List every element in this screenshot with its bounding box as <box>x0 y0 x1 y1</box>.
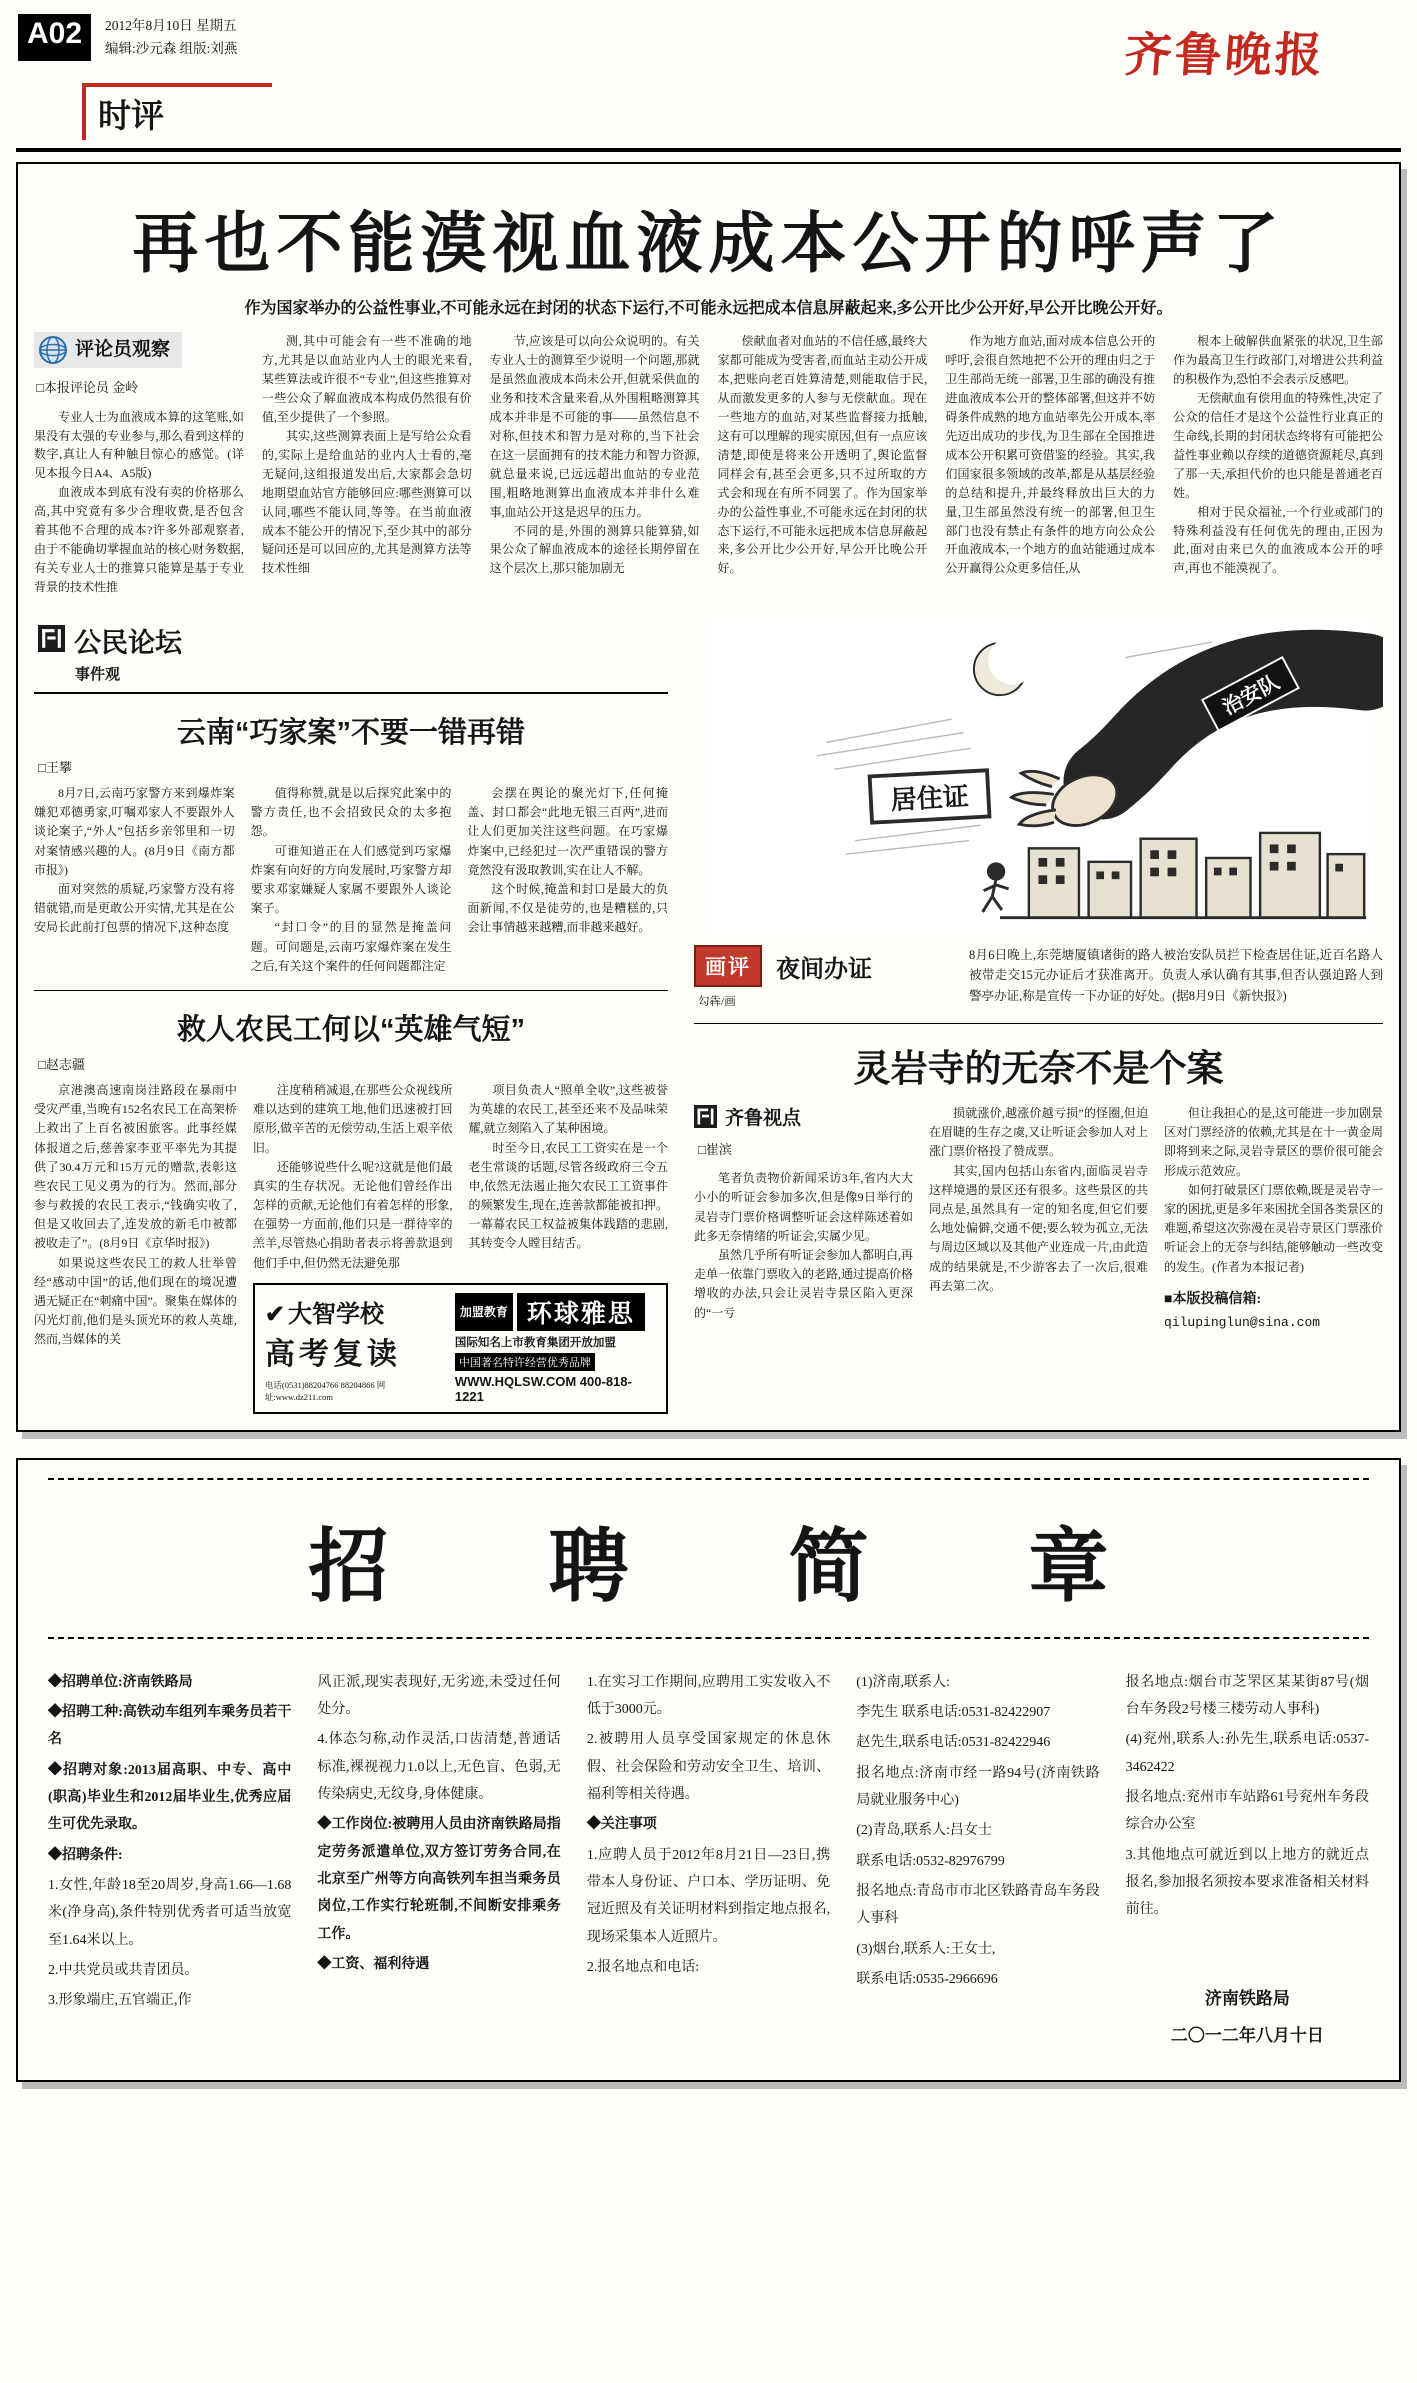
lead-deck: 作为国家举办的公益性事业,不可能永远在封闭的状态下运行,不可能永远把成本信息屏蔽起来,多公开比少公开好,早公开比晚公开好。 <box>244 300 1173 317</box>
page-number: A02 <box>18 14 91 61</box>
recruitment-column-3: 1.在实习工作期间,应聘用工实发收入不低于3000元。 2.被聘用人员享受国家规定的休息休假、社会保险和劳动安全卫生、培训、福利等相关待遇。 ◆关注事项 1.应聘人员于2012年8月21日—23日,携带本人身份证、户口本、学历证明、免冠近照及有关证明材料到指定地点报名,现场采集本人近照片。 2.报名地点和电话: <box>586 1674 831 1975</box>
lead-column-6: 根本上破解供血紧张的状况,卫生部作为最高卫生行政部门,对增进公共利益的积极作为,恐怕不会表示反感吧。 无偿献血有偿用血的特殊性,决定了公众的信任才是这个公益性行业真正的生命线,长期的封闭状态终将有可能把公益性事业赖以存续的道德资源耗尽,真到了那一天,承担代价的也只能是普通老百姓。 相对于民众福祉,一个行业或部门的特殊利益没有任何优先的理由,正因为此,面对由来已久的血液成本公开的呼声,再也不能漠视了。 <box>1173 334 1383 576</box>
editorial-cartoon <box>694 619 1383 937</box>
brand-name: 环球雅思 <box>517 1293 645 1331</box>
signature-org: 济南铁路局 <box>1204 1988 1290 2008</box>
school-contact: 电话(0531)88204766 88204866 网址:www.dz211.com <box>264 1379 386 1402</box>
viewpoint-section <box>694 1104 913 1134</box>
section-title: 时评 <box>82 87 182 140</box>
viewpoint-section-label: 齐鲁视点 <box>725 1108 802 1130</box>
header-rule <box>16 148 1401 152</box>
recruitment-title: 招 聘 简 章 <box>308 1523 1179 1612</box>
recruitment-column-5 <box>1126 1669 1369 2054</box>
lead-column-1 <box>34 332 244 597</box>
sign-text: 居住证 <box>889 782 970 816</box>
article-byline: □王攀 <box>38 760 72 776</box>
article-title: 云南“巧家案”不要一错再错 <box>177 717 526 750</box>
right-column <box>694 619 1383 1414</box>
divider <box>694 1023 1383 1024</box>
recruitment-ad <box>16 1458 1401 2082</box>
cartoon-title: 夜间办证 <box>776 955 873 983</box>
recruitment-column-5-text: 报名地点:烟台市芝罘区某某街87号(烟台车务段2号楼三楼劳动人事科) (4)兖州,联系人:孙先生,联系电话:0537-3462422 报名地点:兖州市车站路61号兖州车务段综合办公室 3.其他地点可就近到以上地方的就近点报名,参加报名须按本要求准备相关材料前往。 <box>1125 1674 1370 1918</box>
forum-section-title: 公民论坛 <box>74 628 182 659</box>
article-body <box>34 1081 668 1414</box>
viewpoint-byline: □崔滨 <box>698 1142 732 1158</box>
editor-line: 编辑:沙元森 组版:刘燕 <box>105 40 238 56</box>
globe-icon <box>38 335 68 365</box>
article-column: 8月7日,云南巧家警方来到爆炸案嫌犯邓德勇家,叮嘱邓家人不要跟外人谈论案子,“外人”包括乡亲邻里和一切对案情感兴趣的人。(8月9日《南方都市报》) 面对突然的质疑,巧家警方没有将错就错,而是更敢公开实情,尤其是在公安局长此前打包票的情况下,这种态度 <box>34 786 235 935</box>
date-line: 2012年8月10日 星期五 <box>105 18 237 33</box>
submission-mailbox <box>1164 1289 1383 1334</box>
check-icon: ✔ <box>264 1300 285 1328</box>
dashed-divider <box>48 1637 1369 1639</box>
viewpoint-icon <box>694 1105 717 1134</box>
dazhi-school-ad <box>253 1283 668 1414</box>
cartoon-artist: 勾犇/画 <box>698 996 736 1009</box>
publication-info <box>105 14 237 61</box>
lead-column-1-text: 专业人士为血液成本算的这笔账,如果没有太强的专业参与,那么看到这样的数字,真让人有种触目惊心的感觉。(详见本报今日A4、A5版) 血液成本到底有没有卖的价格那么高,其中究竟有多少合理收费,是否包含着其他不合理的成本?许多外部观察者,由于不能确切掌握血站的核心财务数据,有关专业人士的推算只能算是基于专业背景的技术性推 <box>34 409 244 595</box>
recruitment-signature <box>1126 1980 1369 2055</box>
main-content-box <box>16 162 1401 1432</box>
middle-region <box>34 619 1383 1414</box>
recruitment-column-1: ◆招聘单位:济南铁路局 ◆招聘工种:高铁动车组列车乘务员若干名 ◆招聘对象:2013届高职、中专、高中(职高)毕业生和2012届毕业生,优秀应届生可优先录取。 ◆招聘条件: 1.女性,年龄18至20周岁,身高1.66—1.68米(净身高),条件特别优秀者可适当放宽至1.64米以上。 2.中共党员或共青团员。 3.形象端庄,五官端正,作 <box>48 1674 292 2009</box>
recruitment-column-4: (1)济南,联系人: 李先生 联系电话:0531-82422907 赵先生,联系电话:0531-82422946 报名地点:济南市经一路94号(济南铁路局就业服务中心) (2)青岛,联系人:吕女士 联系电话:0532-82976799 报名地点:青岛市市北区铁路青岛车务段人事科 (3)烟台,联系人:王女士, 联系电话:0535-2966696 <box>856 1674 1100 1987</box>
article-column: 京港澳高速南岗洼路段在暴雨中受灾严重,当晚有152名农民工在高架桥上救出了上百名被困旅客。此事经媒体报道之后,慈善家李亚平率先为其提供了30.4万元和15万元的赠款,表彰这些农民工见义勇为的行为。然而,部分参与救援的农民工表示,“钱确实收了,但是又收回去了,连发放的新毛巾被都被收走了”。(8月9日《京华时报》) 如果说这些农民工的救人壮举曾经“感动中国”的话,他们现在的境况遭遇无疑正在“刺痛中国”。聚集在媒体的闪光灯前,他们是头顶光环的救人英雄,然而,当媒体的关 <box>34 1082 237 1347</box>
viewpoint-column-1 <box>694 1104 913 1334</box>
cartoon-meta <box>694 945 1383 1009</box>
lead-byline: □本报评论员 金岭 <box>36 380 139 396</box>
cartoon-caption: 8月6日晚上,东莞塘厦镇诸街的路人被治安队员拦下检查居住证,近百名路人被带走交15元办证后才获准离开。负责人承认确有其事,但否认强迫路人到警亭办证,称是宣传一下办证的好处。(据8月9日《新快报》) <box>969 948 1383 1003</box>
forum-section-sub: 事件观 <box>75 667 121 684</box>
mailbox-label: ■本版投稿信箱: <box>1164 1291 1262 1307</box>
brand-contact: WWW.HQLSW.COM 400-818-1221 <box>454 1373 632 1404</box>
article-column: 注度稍稍减退,在那些公众视线所难以达到的建筑工地,他们迅速被打回原形,做辛苦的无偿劳动,生活上艰辛依旧。 还能够说些什么呢?这就是他们最真实的生存状况。无论他们曾经作出怎样的贡献,无论他们有着怎样的形象,在强势一方面前,他们只是一群待宰的羔羊,尽管热心捐助者表示将善款退到他们手中,但仍然无法避免那 <box>252 1082 453 1270</box>
lead-headline: 再也不能漠视血液成本公开的呼声了 <box>132 206 1285 280</box>
mailbox-email: qilupinglun@sina.com <box>1164 1315 1321 1331</box>
article-column: 项目负责人“照单全收”,这些被誉为英雄的农民工,甚至还来不及品味荣耀,就立刻陷入了某种困境。 时至今日,农民工工资实在是一个老生常谈的话题,尽管各级政府三令五申,依然无法遏止拖欠农民工工资事件的频繁发生,现在,连善款都能被扣押。一幕幕农民工权益被集体践踏的悲剧,其转变令人瞠目结舌。 <box>468 1082 669 1251</box>
viewpoint-article <box>694 1038 1383 1334</box>
huanqiu-ad <box>455 1293 656 1404</box>
column-label <box>34 332 182 368</box>
school-program: 高考复读 <box>264 1337 401 1371</box>
cartoon-drawing <box>694 619 1383 937</box>
recruitment-body <box>48 1669 1369 2054</box>
lead-column-2: 测,其中可能会有一些不准确的地方,尤其是以血站业内人士的眼光来看,某些算法或许很不“专业”,但这些推算对一些公众了解血液成本构成仍然很有价值,至少提供了一个参照。 其实,这些测算表面上是写给公众看的,实际上是给血站的业内人士看的,毫无疑问,这组报道发出后,大家都会急切地期望血站官方能够回应:哪些测算可以认同,哪些不能认同,等等。在当前血液成本不能公开的情况下,至少其中的部分疑问还是可以回应的,尤其是测算方法等技术性细 <box>261 334 472 576</box>
viewpoint-title: 灵岩寺的无奈不是个案 <box>853 1048 1224 1090</box>
cartoon-label: 画评 <box>694 945 762 987</box>
viewpoint-column-2: 损就涨价,越涨价越亏损”的怪圈,但迫在眉睫的生存之虞,又让听证会参加人对上涨门票价格投了赞成票。 其实,国内包括山东省内,面临灵岩寺这样境遇的景区还有很多。这些景区的共同点是,虽然具有一定的知名度,但它们要么地处偏僻,交通不便;要么较为孤立,无法与周边区域以及其他产业连成一片,由此造成的结果就是,不少游客去了一次后,很难再去第二次。 <box>929 1106 1149 1293</box>
lead-body <box>34 332 1383 597</box>
masthead: 齐鲁晚报 <box>1122 28 1327 83</box>
header-left <box>18 14 237 61</box>
divider <box>34 990 668 991</box>
page-header <box>16 10 1401 85</box>
lead-column-3: 节,应该是可以向公众说明的。有关专业人士的测算至少说明一个问题,那就是虽然血液成本尚未公开,但就采供血的业务和技术含量来看,从外围粗略测算其成本并非是不可能的事——虽然信息不对称,但技术和智力是对称的,当下社会在这一层面拥有的技术能力和智力资源,就总量来说,已远远超出血站的专业范围,粗略地测算出血液成本并非什么难事,血站公开这是迟早的压力。 不同的是,外围的测算只能算猜,如果公众了解血液成本的途径长期停留在这个层次上,那只能加剧无 <box>489 334 700 576</box>
article-column: 值得称赞,就是以后探究此案中的警方责任,也不会招致民众的太多抱怨。 可谁知道正在人们感觉到巧家爆炸案有向好的方向发展时,巧家警方却要求邓家嫌疑人家属不要跟外人谈论案子。 “封口令”的目的显然是掩盖问题。可问题是,云南巧家爆炸案在发生之后,有关这个案件的任何问题都注定 <box>250 786 452 973</box>
article-column: 会摆在舆论的聚光灯下,任何掩盖、封口都会“此地无银三百两”,进而让人们更加关注这些问题。在巧家爆炸案中,已经犯过一次严重错误的警方竟然没有汲取教训,实在让人不解。 这个时候,掩盖和封口是最大的负面新闻,不仅是徒劳的,也是糟糕的,只会让事情越来越糟,而非越来越好。 <box>467 786 669 935</box>
lead-article <box>34 190 1383 597</box>
article-title: 救人农民工何以“英雄气短” <box>177 1013 526 1046</box>
forum-header <box>34 619 668 694</box>
column-label-text: 评论员观察 <box>75 339 171 360</box>
armband-text: 治安队 <box>1219 671 1284 720</box>
brand-prefix: 加盟教育 <box>455 1293 513 1331</box>
dashed-divider <box>48 1478 1369 1480</box>
section-row <box>82 87 1401 140</box>
viewpoint-column-3-text: 但让我担心的是,这可能进一步加剧景区对门票经济的依赖,尤其是在十一黄金周即将到来之际,灵岩寺景区的票价很可能会形成示范效应。 如何打破景区门票依赖,既是灵岩寺一家的困扰,更是多年来困扰全国各类景区的难题,希望这次弥漫在灵岩寺景区门票涨价听证会上的无奈与纠结,能够触动一些改变的发生。(作者为本报记者) <box>1164 1106 1384 1274</box>
forum-article-2 <box>34 1007 668 1414</box>
residence-permit-sign <box>870 770 990 822</box>
viewpoint-body <box>694 1104 1383 1334</box>
lead-column-4: 偿献血者对血站的不信任感,最终大家都可能成为受害者,而血站主动公开成本,把账向老百姓算清楚,则能取信于民,从而激发更多的人参与无偿献血。现在一些地方的血站,对某些监督接力抵触,这有可以理解的现实原因,但有一点应该清楚,即使是将来公开透明了,舆论监督同样会有,甚至会更多,只不过所取的方式会和现在有所不同罢了。作为国家举办的公益性事业,不可能永远在封闭的状态下运行,不可能永远把成本信息屏蔽起来,多公开比少公开好,早公开比晚公开好。 <box>717 334 928 576</box>
forum-article-1 <box>34 710 668 976</box>
school-name: 大智学校 <box>287 1300 384 1328</box>
dazhi-ad-left <box>265 1293 441 1404</box>
forum-icon <box>38 625 65 657</box>
signature-date: 二〇一二年八月十日 <box>1170 2025 1324 2045</box>
citizens-forum-section <box>34 619 668 1414</box>
brand-slogan-1: 国际知名上市教育集团开放加盟 <box>454 1336 616 1349</box>
viewpoint-column-1-text: 笔者负责物价新闻采访3年,省内大大小小的听证会参加多次,但是像9日举行的灵岩寺门票价格调整听证会这样陈述着如此多无奈情绪的听证会,实属少见。 虽然几乎所有听证会参加人都明白,再走单一依靠门票收入的老路,通过提高价格增收的办法,只会让灵岩寺景区陷入更深的“一亏 <box>694 1171 914 1320</box>
viewpoint-column-3 <box>1164 1104 1383 1334</box>
article-body <box>34 784 668 976</box>
recruitment-column-2: 风正派,现实表现好,无劣迹,未受过任何处分。 4.体态匀称,动作灵活,口齿清楚,普通话标准,裸视视力1.0以上,无色盲、色弱,无传染病史,无纹身,身体健康。 ◆工作岗位:被聘用人员由济南铁路局指定劳务派遣单位,双方签订劳务合同,在北京至广州等方向高铁列车担当乘务员岗位,工作实行轮班制,不间断安排乘务工作。 ◆工资、福利待遇 <box>317 1674 561 1972</box>
article-byline: □赵志疆 <box>38 1056 85 1072</box>
brand-slogan-2: 中国著名特许经营优秀品牌 <box>455 1353 595 1371</box>
lead-column-5: 作为地方血站,面对成本信息公开的呼吁,会很自然地把不公开的理由归之于卫生部尚无统一部署,卫生部的确没有推进血液成本公开的整体部署,但这并不妨碍条件成熟的地方血站率先公开成本,率先迈出成功的步伐,为卫生部在全国推进成本公开积累可资借鉴的经验。其实,我们国家很多领域的改革,都是从基层经验的总结和提升,并最终释放出巨大的力量,卫生部虽然没有统一的部署,但卫生部门也没有禁止有条件的地方向公众公开血液成本,一个地方的血站能通过成本公开赢得公众更多信任,从 <box>945 334 1156 576</box>
